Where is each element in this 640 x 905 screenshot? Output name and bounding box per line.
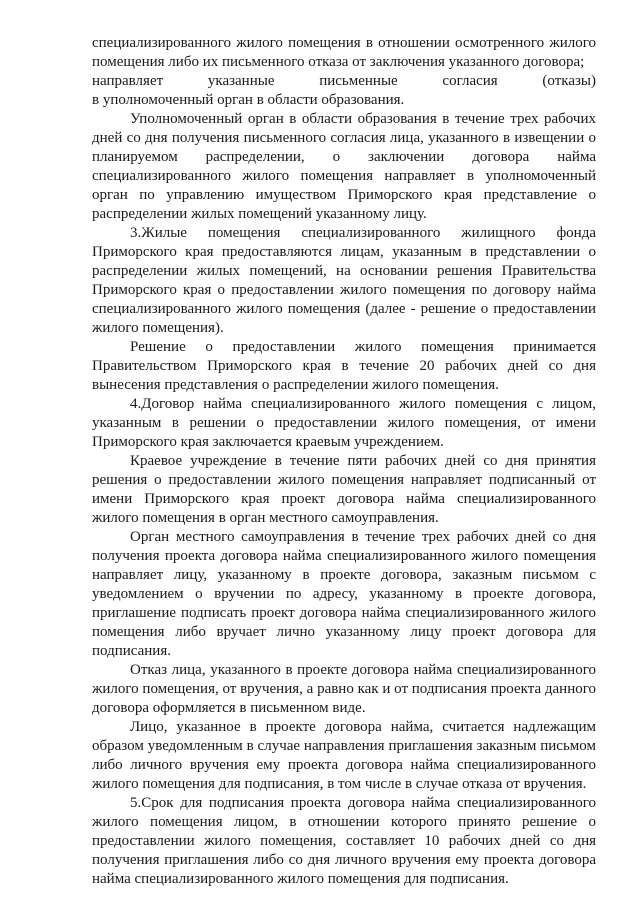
paragraph: 5.Срок для подписания проекта договора найма специализированного жилого помещения лицом, в отношении которого принято решение о предоставлении жилого помещения, составляет 10 рабочих дней со дня получения приглашения либо со дня личного вручения ему проекта договора найма специализированного жилого помещения для подписания. <box>92 795 596 887</box>
paragraph: Краевое учреждение в течение пяти рабочих дней со дня принятия решения о предоставлении жилого помещения направляет подписанный от имени Приморского края проект договора найма специализированного жилого помещения в орган местного самоуправления. <box>92 453 596 526</box>
paragraph: 4.Договор найма специализированного жилого помещения с лицом, указанным в решении о предоставлении жилого помещения, от имени Приморского края заключается краевым учреждением. <box>92 396 596 450</box>
paragraph: Отказ лица, указанного в проекте договора найма специализированного жилого помещения, от вручения, а равно как и от подписания проекта данного договора оформляется в письменном виде. <box>92 662 596 716</box>
paragraph: Решение о предоставлении жилого помещения принимается Правительством Приморского края в течение 20 рабочих дней со дня вынесения представления о распределении жилого помещения. <box>92 339 596 393</box>
document-body <box>92 34 596 889</box>
paragraph: Лицо, указанное в проекте договора найма, считается надлежащим образом уведомленным в случае направления приглашения заказным письмом либо личного вручения ему проекта договора найма специализированного жилого помещения для подписания, в том числе в случае отказа от вручения. <box>92 719 596 792</box>
paragraph: специализированного жилого помещения в отношении осмотренного жилого помещения либо их письменного отказа от заключения указанного договора; <box>92 35 596 70</box>
paragraph: направляет указанные письменные согласия (отказы) <box>92 73 596 89</box>
paragraph: 3.Жилые помещения специализированного жилищного фонда Приморского края предоставляются лицам, указанным в представлении о распределении жилых помещений, на основании решения Правительства Приморского края о предоставлении жилого помещения по договору найма специализированного жилого помещения (далее - решение о предоставлении жилого помещения). <box>92 225 596 336</box>
paragraph: в уполномоченный орган в области образования. <box>92 92 405 108</box>
paragraph: Уполномоченный орган в области образования в течение трех рабочих дней со дня получения письменного согласия лица, указанного в извещении о планируемом распределении, о заключении договора найма специализированного жилого помещения направляет в уполномоченный орган по управлению имуществом Приморского края представление о распределении жилых помещений указанному лицу. <box>92 111 596 222</box>
paragraph: Орган местного самоуправления в течение трех рабочих дней со дня получения проекта договора найма специализированного жилого помещения направляет лицу, указанному в проекте договора, заказным письмом с уведомлением о вручении по адресу, указанному в проекте договора, приглашение подписать проект договора найма специализированного жилого помещения либо вручает лично указанному лицу проект договора для подписания. <box>92 529 596 659</box>
